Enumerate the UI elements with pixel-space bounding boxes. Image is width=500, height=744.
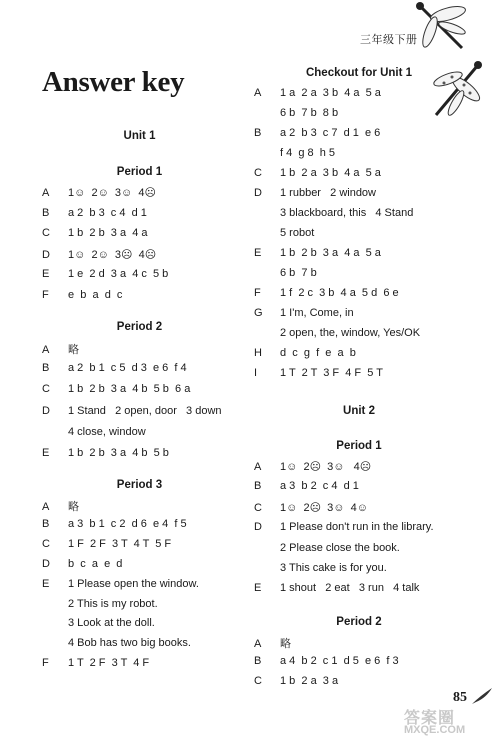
- period-heading: Period 2: [116, 321, 163, 333]
- answer-text: 6 b 7 b: [280, 267, 317, 279]
- answer-line: [42, 405, 222, 417]
- answer-text: f 4 g 8 h 5: [280, 147, 336, 159]
- answer-text: 1 T 2 F 3 T 4 F: [68, 657, 150, 670]
- question-label: B: [42, 206, 50, 219]
- question-label: C: [254, 167, 262, 179]
- answer-line: [254, 460, 371, 473]
- answer-line: [42, 426, 146, 438]
- question-label: E: [254, 247, 262, 259]
- answer-line: [254, 542, 400, 554]
- answer-text: 3 This cake is for you.: [280, 562, 387, 574]
- answer-text: 1☺ 2☺ 3☺ 4☹: [68, 187, 156, 199]
- question-label: D: [254, 187, 262, 199]
- answer-line: [42, 518, 187, 530]
- answer-line: [254, 127, 380, 139]
- answer-text: a 2 b 3 c 4 d 1: [68, 206, 147, 219]
- watermark: 答案圈: [404, 710, 456, 727]
- question-label: I: [254, 367, 258, 379]
- question-label: D: [254, 521, 262, 534]
- answer-line: [42, 637, 191, 649]
- answer-text: 4 close, window: [68, 425, 146, 438]
- answer-line: [254, 187, 376, 199]
- question-label: E: [254, 582, 262, 595]
- answer-line: [254, 501, 368, 514]
- answer-text: a 4 b 2 c 1 d 5 e 6 f 3: [280, 655, 399, 667]
- answer-line: [254, 521, 434, 533]
- question-label: F: [42, 657, 49, 670]
- answer-text: 1 shout 2 eat 3 run 4 talk: [280, 582, 420, 595]
- question-label: A: [42, 344, 50, 356]
- answer-line: [42, 341, 79, 357]
- answer-text: a 3 b 1 c 2 d 6 e 4 f 5: [68, 517, 187, 530]
- answer-text: b c a e d: [68, 557, 123, 570]
- answer-text: 略: [68, 501, 79, 513]
- answer-text: 1 Please open the window.: [68, 577, 199, 590]
- watermark-url: MXQE.COM: [404, 724, 466, 736]
- answer-line: [254, 147, 335, 159]
- question-label: B: [254, 127, 262, 139]
- answer-text: 1 b 2 b 3 a 4 a 5 a: [280, 247, 381, 259]
- answer-line: [254, 227, 314, 239]
- answer-line: [42, 289, 122, 301]
- period-heading: Period 1: [336, 440, 382, 452]
- answer-line: [254, 307, 354, 319]
- answer-text: a 2 b 3 c 7 d 1 e 6: [280, 127, 381, 139]
- answer-line: [42, 383, 190, 395]
- answer-line: [254, 655, 399, 667]
- answer-line: [254, 562, 387, 574]
- page-number: 85: [453, 690, 467, 705]
- answer-line: [42, 558, 122, 570]
- question-label: C: [42, 227, 50, 240]
- question-label: F: [42, 289, 49, 301]
- answer-text: 2 open, the, window, Yes/OK: [280, 327, 421, 339]
- answer-text: 2 Please close the book.: [280, 541, 400, 554]
- answer-line: [42, 498, 79, 514]
- dragonfly-icon: [426, 55, 486, 125]
- answer-text: 1 a 2 a 3 b 4 a 5 a: [280, 87, 381, 99]
- answer-line: [42, 657, 149, 669]
- answer-text: d c g f e a b: [280, 347, 356, 359]
- answer-line: [42, 362, 187, 374]
- answer-text: e b a d c: [68, 289, 123, 301]
- answer-line: [254, 327, 420, 339]
- question-label: B: [254, 480, 262, 493]
- answer-text: 3 blackboard, this 4 Stand: [280, 207, 414, 219]
- answer-text: 1 b 2 a 3 b 4 a 5 a: [280, 167, 381, 179]
- question-label: A: [42, 187, 50, 199]
- question-label: H: [254, 347, 262, 359]
- question-label: C: [254, 501, 262, 514]
- answer-line: [42, 268, 168, 280]
- answer-line: [42, 227, 148, 239]
- answer-line: [42, 248, 156, 261]
- checkout-heading: Checkout for Unit 1: [305, 67, 413, 79]
- answer-line: [42, 207, 147, 219]
- question-label: D: [42, 248, 50, 261]
- answer-line: [254, 347, 356, 359]
- answer-text: 1 Please don't run in the library.: [280, 521, 434, 534]
- unit-heading: Unit 1: [123, 130, 156, 142]
- question-label: C: [254, 675, 262, 687]
- answer-text: 略: [68, 344, 79, 356]
- answer-text: 1 b 2 b 3 a 4 b 5 b 6 a: [68, 383, 191, 396]
- answer-text: 1 f 2 c 3 b 4 a 5 d 6 e: [280, 287, 399, 299]
- question-label: A: [42, 501, 50, 513]
- answer-line: [254, 675, 338, 687]
- answer-line: [254, 107, 338, 119]
- answer-line: [254, 367, 383, 379]
- question-label: E: [42, 577, 50, 590]
- answer-text: 1 F 2 F 3 T 4 T 5 F: [68, 537, 172, 550]
- answer-text: 5 robot: [280, 227, 315, 239]
- question-label: A: [254, 87, 262, 99]
- question-label: B: [254, 655, 262, 667]
- dragonfly-icon: [412, 0, 474, 60]
- answer-text: 1 e 2 d 3 a 4 c 5 b: [68, 268, 169, 281]
- page-title: Answer key: [42, 66, 185, 98]
- answer-text: 6 b 7 b 8 b: [280, 107, 339, 119]
- period-heading: Period 3: [116, 479, 163, 491]
- question-label: B: [42, 517, 50, 530]
- period-heading: Period 1: [116, 166, 163, 178]
- answer-text: 1 b 2 b 3 a 4 a: [68, 227, 148, 240]
- question-label: E: [42, 447, 50, 459]
- unit-heading: Unit 2: [343, 405, 375, 417]
- answer-text: 1 b 2 a 3 a: [280, 675, 339, 687]
- answer-text: a 3 b 2 c 4 d 1: [280, 480, 359, 493]
- answer-text: 1 rubber 2 window: [280, 187, 376, 199]
- answer-line: [42, 598, 158, 610]
- answer-text: 1 T 2 T 3 F 4 F 5 T: [280, 367, 383, 379]
- question-label: A: [254, 461, 262, 473]
- question-label: B: [42, 362, 50, 375]
- answer-text: 4 Bob has two big books.: [68, 637, 191, 650]
- answer-text: 1☺ 2☺ 3☹ 4☹: [68, 248, 157, 261]
- answer-text: 1☺ 2☹ 3☺ 4☹: [280, 461, 372, 473]
- grade-label: 三年级下册: [360, 34, 418, 46]
- question-label: G: [254, 307, 263, 319]
- answer-text: 1 I'm, Come, in: [280, 307, 354, 319]
- answer-line: [42, 447, 169, 459]
- answer-line: [254, 635, 291, 651]
- answer-text: 1 b 2 b 3 a 4 b 5 b: [68, 447, 169, 459]
- answer-line: [42, 538, 171, 550]
- answer-line: [254, 247, 381, 259]
- answer-line: [42, 186, 156, 199]
- answer-text: 略: [280, 638, 291, 650]
- answer-line: [254, 582, 419, 594]
- question-label: D: [42, 557, 50, 570]
- question-label: A: [254, 638, 262, 650]
- answer-text: 3 Look at the doll.: [68, 617, 155, 630]
- answer-line: [254, 480, 359, 492]
- question-label: F: [254, 287, 261, 299]
- answer-text: a 2 b 1 c 5 d 3 e 6 f 4: [68, 362, 187, 375]
- question-label: C: [42, 383, 50, 396]
- question-label: C: [42, 537, 50, 550]
- period-heading: Period 2: [336, 616, 382, 628]
- question-label: D: [42, 404, 50, 417]
- answer-text: 1 Stand 2 open, door 3 down: [68, 404, 222, 417]
- answer-line: [254, 267, 317, 279]
- answer-line: [42, 617, 155, 629]
- answer-text: 2 This is my robot.: [68, 597, 158, 610]
- question-label: E: [42, 268, 50, 281]
- answer-line: [254, 287, 399, 299]
- answer-line: [42, 578, 199, 590]
- answer-line: [254, 87, 381, 99]
- answer-line: [254, 167, 381, 179]
- answer-line: [254, 207, 413, 219]
- quill-icon: [470, 686, 494, 706]
- answer-text: 1☺ 2☹ 3☺ 4☺: [280, 501, 368, 514]
